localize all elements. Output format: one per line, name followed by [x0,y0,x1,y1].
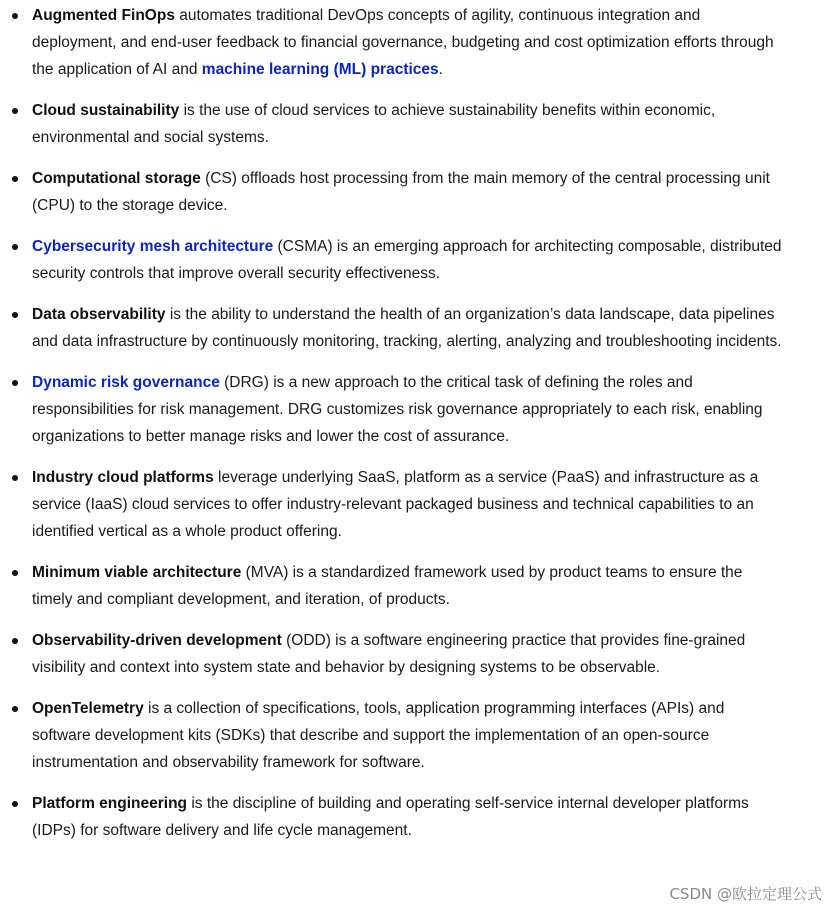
csdn-watermark: CSDN @欧拉定理公式 [669,885,822,903]
list-item [0,369,836,450]
term-list [0,2,836,844]
term-description: (DRG) is a new approach to the critical task of defining the roles and responsibilities for risk management. DRG customizes risk governance appropriately to each risk, enabling organizations to better manage risks and lower the cost of assurance. [32,374,763,445]
term-name: Observability-driven development [32,632,282,649]
list-item [0,301,836,355]
bullet-icon [12,312,18,318]
list-item [0,695,836,776]
term-name: Data observability [32,306,166,323]
list-item [0,233,836,287]
bullet-icon [12,638,18,644]
bullet-icon [12,108,18,114]
dynamic-risk-governance-link[interactable]: Dynamic risk governance [32,374,220,391]
list-item [0,790,836,844]
list-item [0,165,836,219]
bullet-icon [12,706,18,712]
term-name: Computational storage [32,170,201,187]
term-description: (CS) offloads host processing from the main memory of the central processing unit (CPU) to the storage device. [32,170,770,214]
term-name: Industry cloud platforms [32,469,214,486]
bullet-icon [12,475,18,481]
list-item [0,2,836,83]
term-description: leverage underlying SaaS, platform as a service (PaaS) and infrastructure as a service (IaaS) cloud services to offer industry-relevant packaged business and technical capabilities to an identified vertical as a whole product offering. [32,469,759,540]
term-description: is the discipline of building and operating self-service internal developer platforms (IDPs) for software delivery and life cycle management. [32,795,749,839]
content-area [0,2,836,858]
bullet-icon [12,570,18,576]
term-name: Augmented FinOps [32,7,175,24]
term-name: Platform engineering [32,795,188,812]
ml-practices-link[interactable]: machine learning (ML) practices [201,61,439,78]
term-description: (MVA) is a standardized framework used by product teams to ensure the timely and compliant development, and iteration, of products. [32,564,743,608]
term-description: automates traditional DevOps concepts of agility, continuous integration and deployment, and end-user feedback to financial governance, budgeting and cost optimization efforts through the application of AI and [32,7,774,78]
bullet-icon [12,244,18,250]
term-description-end: . [438,61,443,78]
bullet-icon [12,801,18,807]
term-description: is a collection of specifications, tools, application programming interfaces (APIs) and software development kits (SDKs) that describe and support the implementation of an open-source instrumentation and observability framework for software. [32,700,725,771]
term-name: OpenTelemetry [32,700,144,717]
term-description: (ODD) is a software engineering practice that provides fine-grained visibility and context into system state and behavior by designing systems to be observable. [32,632,746,676]
term-description: is the use of cloud services to achieve sustainability benefits within economic, environmental and social systems. [32,102,716,146]
bullet-icon [12,13,18,19]
list-item [0,627,836,681]
term-description: is the ability to understand the health of an organization’s data landscape, data pipelines and data infrastructure by continuously monitoring, tracking, alerting, analyzing and troubleshooting incidents. [32,306,782,350]
list-item [0,97,836,151]
list-item [0,559,836,613]
bullet-icon [12,176,18,182]
list-item [0,464,836,545]
term-name: Minimum viable architecture [32,564,242,581]
cybersecurity-mesh-link[interactable]: Cybersecurity mesh architecture [32,238,274,255]
term-description: (CSMA) is an emerging approach for architecting composable, distributed security controls that improve overall security effectiveness. [32,238,782,282]
term-name: Cloud sustainability [32,102,180,119]
bullet-icon [12,380,18,386]
